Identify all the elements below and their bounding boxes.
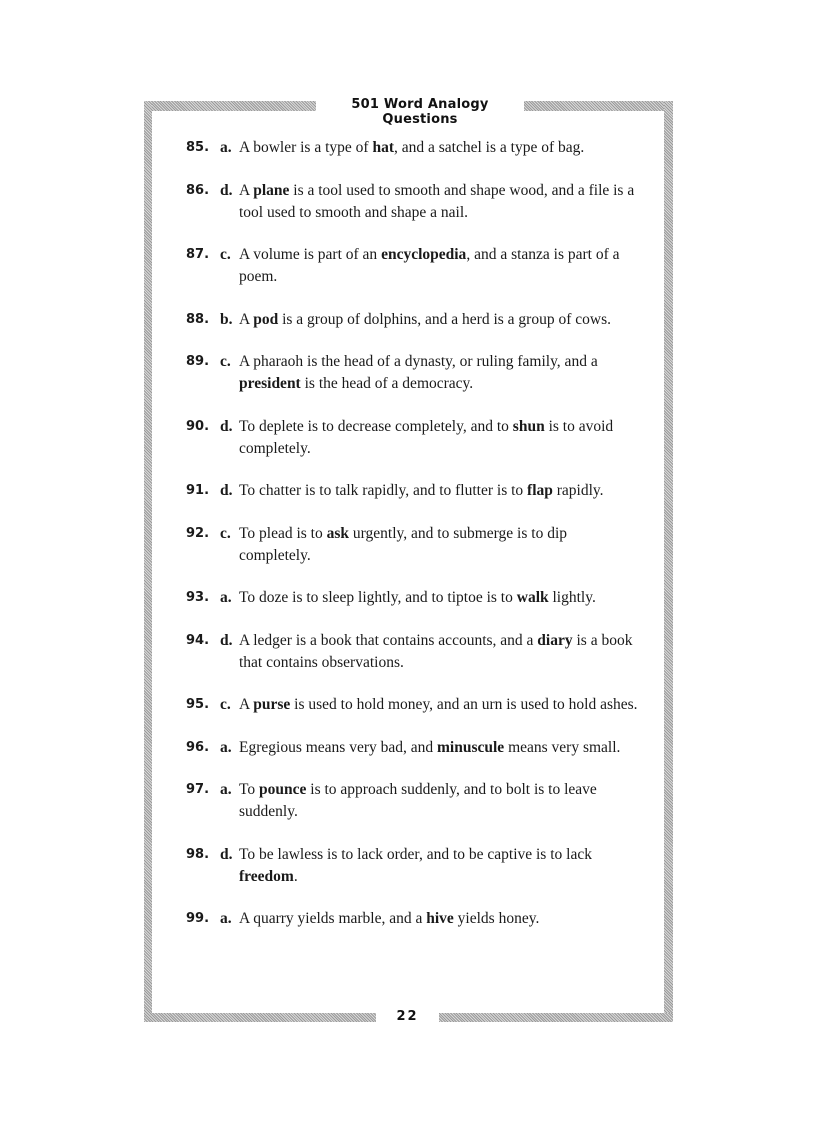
answer-explanation xyxy=(239,587,646,609)
answer-choice-letter: a. xyxy=(220,781,232,798)
answer-number: 89. xyxy=(186,354,210,369)
frame-top-right-bar xyxy=(524,101,673,111)
text-segment: completely. xyxy=(239,439,311,457)
answer-item xyxy=(186,737,646,759)
answer-number: 86. xyxy=(186,182,210,198)
text-segment: completely. xyxy=(239,546,311,564)
answer-item xyxy=(186,137,646,159)
answer-explanation xyxy=(239,480,646,502)
answer-number: 93. xyxy=(186,590,210,605)
text-segment: means very small. xyxy=(504,738,621,756)
answer-number: 85. xyxy=(186,140,210,155)
text-segment: A pharaoh is the head of a dynasty, or ruling family, and a xyxy=(239,353,598,370)
text-segment: To plead is to xyxy=(239,524,327,542)
answer-explanation xyxy=(239,630,646,674)
text-segment: , and a stanza is part of a xyxy=(466,246,620,263)
text-segment: rapidly. xyxy=(552,482,604,499)
text-segment: is used to hold money, and an urn is used to hold ashes. xyxy=(290,696,638,713)
frame-left-bar xyxy=(144,101,152,1022)
text-segment: is a group of dolphins, and a herd is a group of cows. xyxy=(278,310,611,328)
answer-choice-letter: d. xyxy=(220,482,233,499)
frame-bottom-right-bar xyxy=(439,1013,673,1022)
text-segment: A quarry yields marble, and a xyxy=(239,910,427,927)
answer-item xyxy=(186,844,646,888)
text-segment: is to avoid xyxy=(544,417,614,435)
text-segment: urgently, and to submerge is to dip xyxy=(349,524,567,542)
answer-number: 98. xyxy=(186,846,210,862)
text-segment: , and a satchel is a type of bag. xyxy=(394,139,585,156)
text-segment: lightly. xyxy=(548,589,596,606)
answer-explanation xyxy=(239,844,646,888)
keyword: minuscule xyxy=(437,738,505,756)
text-segment: is to approach suddenly, and to bolt is to leave xyxy=(306,781,597,798)
frame-right-bar xyxy=(664,101,673,1022)
answer-number: 91. xyxy=(186,483,210,498)
keyword: diary xyxy=(537,631,573,649)
keyword: president xyxy=(239,375,301,392)
answer-number: 92. xyxy=(186,525,210,541)
answer-choice-letter: a. xyxy=(220,910,232,927)
keyword: pod xyxy=(253,310,279,328)
answer-number: 97. xyxy=(186,782,210,797)
text-segment: is the head of a democracy. xyxy=(300,375,474,392)
text-segment: A xyxy=(239,310,254,328)
answer-number: 90. xyxy=(186,418,210,434)
answer-explanation xyxy=(239,180,646,224)
text-segment: To doze is to sleep lightly, and to tiptoe is to xyxy=(239,589,517,606)
text-segment: A xyxy=(239,696,254,713)
text-segment: poem. xyxy=(239,268,278,285)
answer-item xyxy=(186,523,646,567)
keyword: pounce xyxy=(259,781,307,798)
text-segment: A bowler is a type of xyxy=(239,139,373,156)
keyword: plane xyxy=(253,181,290,199)
answer-explanation xyxy=(239,351,646,395)
running-header-title: 501 Word Analogy Questions xyxy=(351,97,489,127)
answer-explanation xyxy=(239,416,646,460)
frame-bottom-left-bar xyxy=(144,1013,376,1022)
answer-explanation xyxy=(239,137,646,159)
answer-number: 95. xyxy=(186,697,210,712)
answer-item xyxy=(186,416,646,460)
answer-choice-letter: d. xyxy=(220,631,233,649)
answer-explanation xyxy=(239,779,646,823)
keyword: walk xyxy=(516,589,549,606)
answer-item xyxy=(186,779,646,823)
answer-explanation xyxy=(239,694,646,716)
answer-explanation xyxy=(239,523,646,567)
text-segment: is a tool used to smooth and shape wood, and a file is a xyxy=(289,181,635,199)
text-segment: is a book xyxy=(572,631,633,649)
text-segment: To xyxy=(239,781,260,798)
text-segment: To deplete is to decrease completely, and to xyxy=(239,417,513,435)
answer-item xyxy=(186,630,646,674)
keyword: freedom xyxy=(239,867,294,885)
keyword: encyclopedia xyxy=(381,246,467,263)
text-segment: A ledger is a book that contains accounts, and a xyxy=(239,631,538,649)
answer-number: 87. xyxy=(186,247,210,262)
answer-choice-letter: c. xyxy=(220,524,231,542)
answer-explanation xyxy=(239,908,646,930)
answer-number: 96. xyxy=(186,739,210,755)
answer-choice-letter: c. xyxy=(220,696,231,713)
text-segment: A volume is part of an xyxy=(239,246,382,263)
keyword: flap xyxy=(527,482,553,499)
answer-choice-letter: a. xyxy=(220,738,232,756)
answer-item xyxy=(186,480,646,502)
answer-choice-letter: a. xyxy=(220,589,232,606)
keyword: shun xyxy=(512,417,545,435)
keyword: ask xyxy=(326,524,350,542)
answer-item xyxy=(186,180,646,224)
answer-explanation xyxy=(239,309,646,331)
text-segment: Egregious means very bad, and xyxy=(239,738,437,756)
answer-item xyxy=(186,694,646,716)
text-segment: that contains observations. xyxy=(239,653,404,671)
answer-choice-letter: c. xyxy=(220,353,231,370)
page-number: 22 xyxy=(396,1009,419,1024)
answer-number: 88. xyxy=(186,311,210,327)
text-segment: suddenly. xyxy=(239,803,298,820)
answer-choice-letter: c. xyxy=(220,246,231,263)
answer-explanation xyxy=(239,737,646,759)
answer-choice-letter: b. xyxy=(220,310,233,328)
text-segment: A xyxy=(239,181,254,199)
answer-choice-letter: d. xyxy=(220,845,233,863)
answer-number: 94. xyxy=(186,632,210,648)
text-segment: To chatter is to talk rapidly, and to flutter is to xyxy=(239,482,528,499)
keyword: purse xyxy=(253,696,291,713)
keyword: hat xyxy=(372,139,394,156)
answer-number: 99. xyxy=(186,911,210,926)
answer-item xyxy=(186,244,646,288)
answer-choice-letter: d. xyxy=(220,181,233,199)
text-segment: To be lawless is to lack order, and to be captive is to lack xyxy=(239,845,592,863)
answer-explanation xyxy=(239,244,646,288)
answer-item xyxy=(186,351,646,395)
frame-top-left-bar xyxy=(144,101,316,111)
answer-item xyxy=(186,309,646,331)
text-segment: tool used to smooth and shape a nail. xyxy=(239,203,469,221)
text-segment: yields honey. xyxy=(453,910,540,927)
text-segment: . xyxy=(293,867,298,885)
keyword: hive xyxy=(426,910,454,927)
answer-choice-letter: a. xyxy=(220,139,232,156)
answer-list xyxy=(186,137,646,951)
answer-choice-letter: d. xyxy=(220,417,233,435)
answer-item xyxy=(186,587,646,609)
answer-item xyxy=(186,908,646,930)
